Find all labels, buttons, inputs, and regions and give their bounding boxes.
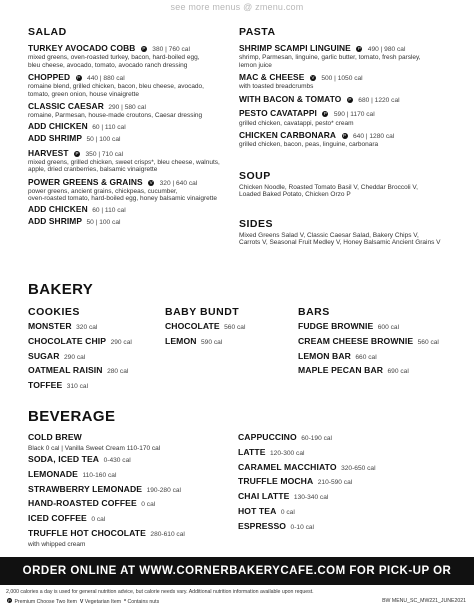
- sides-line-1: Mixed Greens Salad V, Classic Caesar Salad, Bakery Chips V,: [239, 232, 419, 239]
- list-item: [238, 474, 438, 489]
- item-calories: 350 | 710 cal: [85, 150, 124, 158]
- list-item: [28, 363, 168, 378]
- soup-section: [239, 170, 464, 199]
- item-calories: 290 cal: [110, 338, 132, 346]
- item-calories: 0 cal: [141, 501, 156, 509]
- menu-item: [28, 147, 233, 159]
- item-name: CREAM CHEESE BROWNIE: [298, 335, 414, 346]
- list-item: [28, 334, 168, 349]
- item-description: romaine blend, grilled chicken, bacon, bleu cheese, avocado,: [28, 83, 204, 91]
- menu-item: [28, 100, 233, 112]
- item-calories: 320 | 640 cal: [159, 179, 198, 187]
- item-description: bleu cheese, avocado, tomato, avocado ranch dressing: [28, 61, 188, 69]
- item-calories: 560 cal: [417, 338, 439, 346]
- item-name: HAND-ROASTED COFFEE: [28, 498, 137, 509]
- legend-premium: Premium Choose Two Item: [14, 599, 77, 605]
- item-calories: 280 cal: [107, 368, 129, 376]
- menu-item: [28, 42, 233, 54]
- item-name: TURKEY AVOCADO COBB: [28, 43, 136, 53]
- list-item: [28, 452, 228, 467]
- list-item: [238, 460, 438, 475]
- item-description: grilled chicken, bacon, peas, linguine, carbonara: [239, 141, 379, 149]
- salad-heading: SALAD: [28, 26, 67, 38]
- item-calories: 60 | 110 cal: [92, 123, 126, 131]
- list-item: [238, 519, 438, 534]
- item-name: CAPPUCCINO: [238, 432, 297, 442]
- item-name: ADD SHRIMP: [28, 215, 83, 226]
- item-calories: 500 | 1050 cal: [321, 75, 363, 82]
- item-description: grilled chicken, cavatappi, pesto* cream: [239, 119, 354, 127]
- premium-icon: P: [77, 75, 81, 80]
- pasta-list: [239, 42, 459, 149]
- beverage-left-list: [28, 430, 228, 548]
- list-item: [28, 482, 228, 497]
- menu-item: [239, 129, 459, 141]
- menu-item: [28, 71, 233, 83]
- menu-item: [28, 176, 233, 188]
- sides-heading: SIDES: [239, 218, 274, 230]
- menu-item: [239, 42, 459, 54]
- item-calories: 680 | 1220 cal: [358, 96, 400, 104]
- item-calories: 590 | 1170 cal: [333, 111, 375, 119]
- item-description: with toasted breadcrumbs: [239, 83, 314, 91]
- menu-code: BW MENU_SC_MW221_JUNE2021: [382, 598, 466, 604]
- list-item: [28, 430, 228, 445]
- item-name: ICED COFFEE: [28, 513, 87, 524]
- vegetarian-icon: V: [79, 599, 84, 605]
- item-name: LATTE: [238, 446, 266, 457]
- list-item: [298, 363, 468, 378]
- menu-item: [28, 215, 233, 227]
- item-name: LEMON BAR: [298, 350, 351, 361]
- item-name: HARVEST: [28, 147, 69, 158]
- list-item: [28, 511, 228, 526]
- item-calories: 380 | 760 cal: [152, 46, 190, 53]
- list-item: [165, 319, 285, 334]
- item-name: MONSTER: [28, 321, 72, 331]
- item-calories: 120-300 cal: [270, 449, 305, 457]
- item-name: LEMON: [165, 335, 197, 346]
- premium-icon: P: [348, 96, 352, 102]
- item-calories: 130-340 cal: [293, 494, 329, 502]
- soup-heading: SOUP: [239, 170, 271, 182]
- footer-legend: [6, 598, 306, 605]
- nuts-icon: *: [123, 599, 126, 605]
- item-description: romaine, Parmesan, house-made croutons, Caesar dressing: [28, 112, 203, 120]
- item-name: ADD CHICKEN: [28, 120, 88, 131]
- beverage-heading: BEVERAGE: [28, 408, 116, 425]
- list-item: [165, 334, 285, 349]
- bundt-section: [165, 306, 285, 349]
- cookies-list: [28, 319, 168, 393]
- item-description: shrimp, Parmesan, linguine, garlic butter, tomato, fresh parsley,: [239, 54, 421, 62]
- list-item: [28, 526, 228, 541]
- item-calories: 320 cal: [76, 324, 98, 331]
- vegetarian-icon: V: [149, 179, 153, 185]
- item-name: POWER GREENS & GRAINS: [28, 176, 143, 187]
- cookies-heading: COOKIES: [28, 306, 80, 318]
- vegetarian-icon: V: [311, 75, 315, 80]
- item-name: LEMONADE: [28, 468, 78, 479]
- premium-icon: P: [343, 132, 347, 138]
- item-calories: 210-590 cal: [317, 479, 353, 487]
- item-name: SUGAR: [28, 350, 60, 361]
- item-name: ADD SHRIMP: [28, 133, 83, 144]
- item-calories: 640 | 1280 cal: [353, 132, 395, 140]
- soup-line-2: Loaded Baked Potato, Chicken Orzo P: [239, 191, 351, 199]
- item-description: Black 0 cal | Vanilla Sweet Cream 110-170 cal: [28, 444, 161, 452]
- bakery-heading: BAKERY: [28, 281, 94, 298]
- item-name: ESPRESSO: [238, 520, 287, 531]
- item-name: OATMEAL RAISIN: [28, 365, 103, 376]
- order-online-banner[interactable]: ORDER ONLINE AT WWW.CORNERBAKERYCAFE.COM FOR PICK-UP OR DELIVERY.: [0, 557, 474, 585]
- item-description: power greens, ancient grains, chickpeas, cucumber,: [28, 187, 178, 195]
- item-name: CHAI LATTE: [238, 491, 290, 502]
- item-name: WITH BACON & TOMATO: [239, 93, 342, 104]
- item-description: lemon juice: [239, 61, 272, 69]
- soup-line-1: Chicken Noodle, Roasted Tomato Basil V, Cheddar Broccoli V,: [239, 184, 418, 191]
- item-calories: 0 cal: [91, 516, 106, 524]
- menu-item: [239, 93, 459, 105]
- menu-item: [239, 71, 459, 83]
- item-name: SHRIMP SCAMPI LINGUINE: [239, 43, 351, 53]
- item-calories: 560 cal: [224, 324, 246, 331]
- item-calories: 440 | 880 cal: [87, 75, 125, 82]
- bundt-list: [165, 319, 285, 349]
- menu-item: [239, 107, 459, 119]
- item-calories: 50 | 100 cal: [86, 218, 121, 226]
- item-name: CHICKEN CARBONARA: [239, 129, 337, 140]
- item-calories: 60-190 cal: [301, 435, 333, 442]
- legend-nuts: Contains nuts: [127, 599, 160, 605]
- list-item: [238, 489, 438, 504]
- item-calories: 110-160 cal: [82, 471, 117, 479]
- menu-item: [28, 203, 233, 215]
- salad-section: [28, 26, 233, 227]
- item-name: CHOCOLATE: [165, 321, 220, 331]
- cookies-section: [28, 306, 168, 393]
- premium-icon: P: [75, 150, 79, 156]
- item-name: SODA, ICED TEA: [28, 454, 100, 465]
- watermark: see more menus @ zmenu.com: [170, 2, 304, 12]
- item-description: apple, dried cranberries, balsamic vinaigrette: [28, 166, 158, 174]
- bars-list: [298, 319, 468, 378]
- item-calories: 50 | 100 cal: [86, 136, 121, 144]
- item-name: TRUFFLE HOT CHOCOLATE: [28, 528, 146, 539]
- item-description: mixed greens, oven-roasted turkey, bacon, hard-boiled egg,: [28, 54, 200, 62]
- item-calories: 490 | 980 cal: [367, 46, 406, 53]
- bars-section: [298, 306, 468, 378]
- bars-heading: BARS: [298, 306, 330, 318]
- list-item: [238, 504, 438, 519]
- item-calories: 0-10 cal: [290, 523, 315, 531]
- item-calories: 690 cal: [387, 368, 409, 376]
- beverage-right-list: [238, 430, 438, 534]
- item-name: CHOPPED: [28, 72, 71, 82]
- calorie-note: 2,000 calories a day is used for general nutrition advice, but calorie needs vary. Additional nutrition information available upon request.: [6, 589, 314, 595]
- menu-item: [28, 132, 233, 144]
- bundt-heading: BABY BUNDT: [165, 306, 240, 318]
- item-calories: 60 | 110 cal: [92, 206, 126, 214]
- item-calories: 320-650 cal: [341, 464, 376, 472]
- list-item: [28, 349, 168, 364]
- item-description: mixed greens, grilled chicken, sweet crisps*, bleu cheese, walnuts,: [28, 158, 220, 166]
- item-name: CLASSIC CAESAR: [28, 101, 104, 111]
- item-calories: 190-280 cal: [146, 486, 182, 494]
- premium-icon: P: [142, 46, 146, 51]
- item-name: STRAWBERRY LEMONADE: [28, 483, 143, 494]
- list-item: [298, 334, 468, 349]
- list-item: [28, 467, 228, 482]
- item-name: HOT TEA: [238, 505, 277, 516]
- item-name: TRUFFLE MOCHA: [238, 476, 314, 487]
- pasta-heading: PASTA: [239, 26, 276, 38]
- salad-list: [28, 42, 233, 227]
- premium-icon: P: [357, 46, 361, 51]
- item-name: CHOCOLATE CHIP: [28, 335, 107, 346]
- premium-icon: P: [323, 111, 327, 117]
- item-calories: 280-610 cal: [150, 531, 185, 539]
- list-item: [28, 319, 168, 334]
- item-calories: 660 cal: [355, 353, 377, 361]
- menu-item: [28, 120, 233, 132]
- list-item: [28, 496, 228, 511]
- item-description: with whipped cream: [28, 540, 86, 548]
- item-calories: 290 | 580 cal: [108, 104, 146, 111]
- sides-section: [239, 218, 469, 247]
- legend-vegetarian: Vegetarian Item: [84, 599, 122, 605]
- sides-line-2: Carrots V, Seasonal Fruit Medley V, Honey Balsamic Ancient Grains V: [239, 239, 441, 247]
- item-calories: 590 cal: [200, 338, 223, 346]
- item-name: MAC & CHEESE: [239, 72, 305, 82]
- premium-icon: P: [8, 598, 11, 603]
- list-item: [298, 319, 468, 334]
- item-calories: 600 cal: [377, 324, 400, 331]
- item-name: TOFFEE: [28, 380, 63, 391]
- item-name: COLD BREW: [28, 432, 82, 442]
- item-calories: 0 cal: [280, 508, 295, 516]
- item-name: CARAMEL MACCHIATO: [238, 461, 337, 472]
- item-calories: 290 cal: [64, 353, 86, 361]
- item-name: PESTO CAVATAPPI: [239, 108, 317, 119]
- item-name: ADD CHICKEN: [28, 203, 88, 214]
- item-calories: 0-430 cal: [103, 457, 131, 465]
- list-item: [28, 378, 168, 393]
- item-description: tomato, green onion, house vinaigrette: [28, 90, 139, 98]
- item-name: MAPLE PECAN BAR: [298, 365, 384, 376]
- item-calories: 310 cal: [66, 383, 89, 391]
- item-description: oven-roasted tomato, hard-boiled egg, honey balsamic vinaigrette: [28, 195, 217, 203]
- pasta-section: [239, 26, 459, 149]
- item-name: FUDGE BROWNIE: [298, 321, 374, 331]
